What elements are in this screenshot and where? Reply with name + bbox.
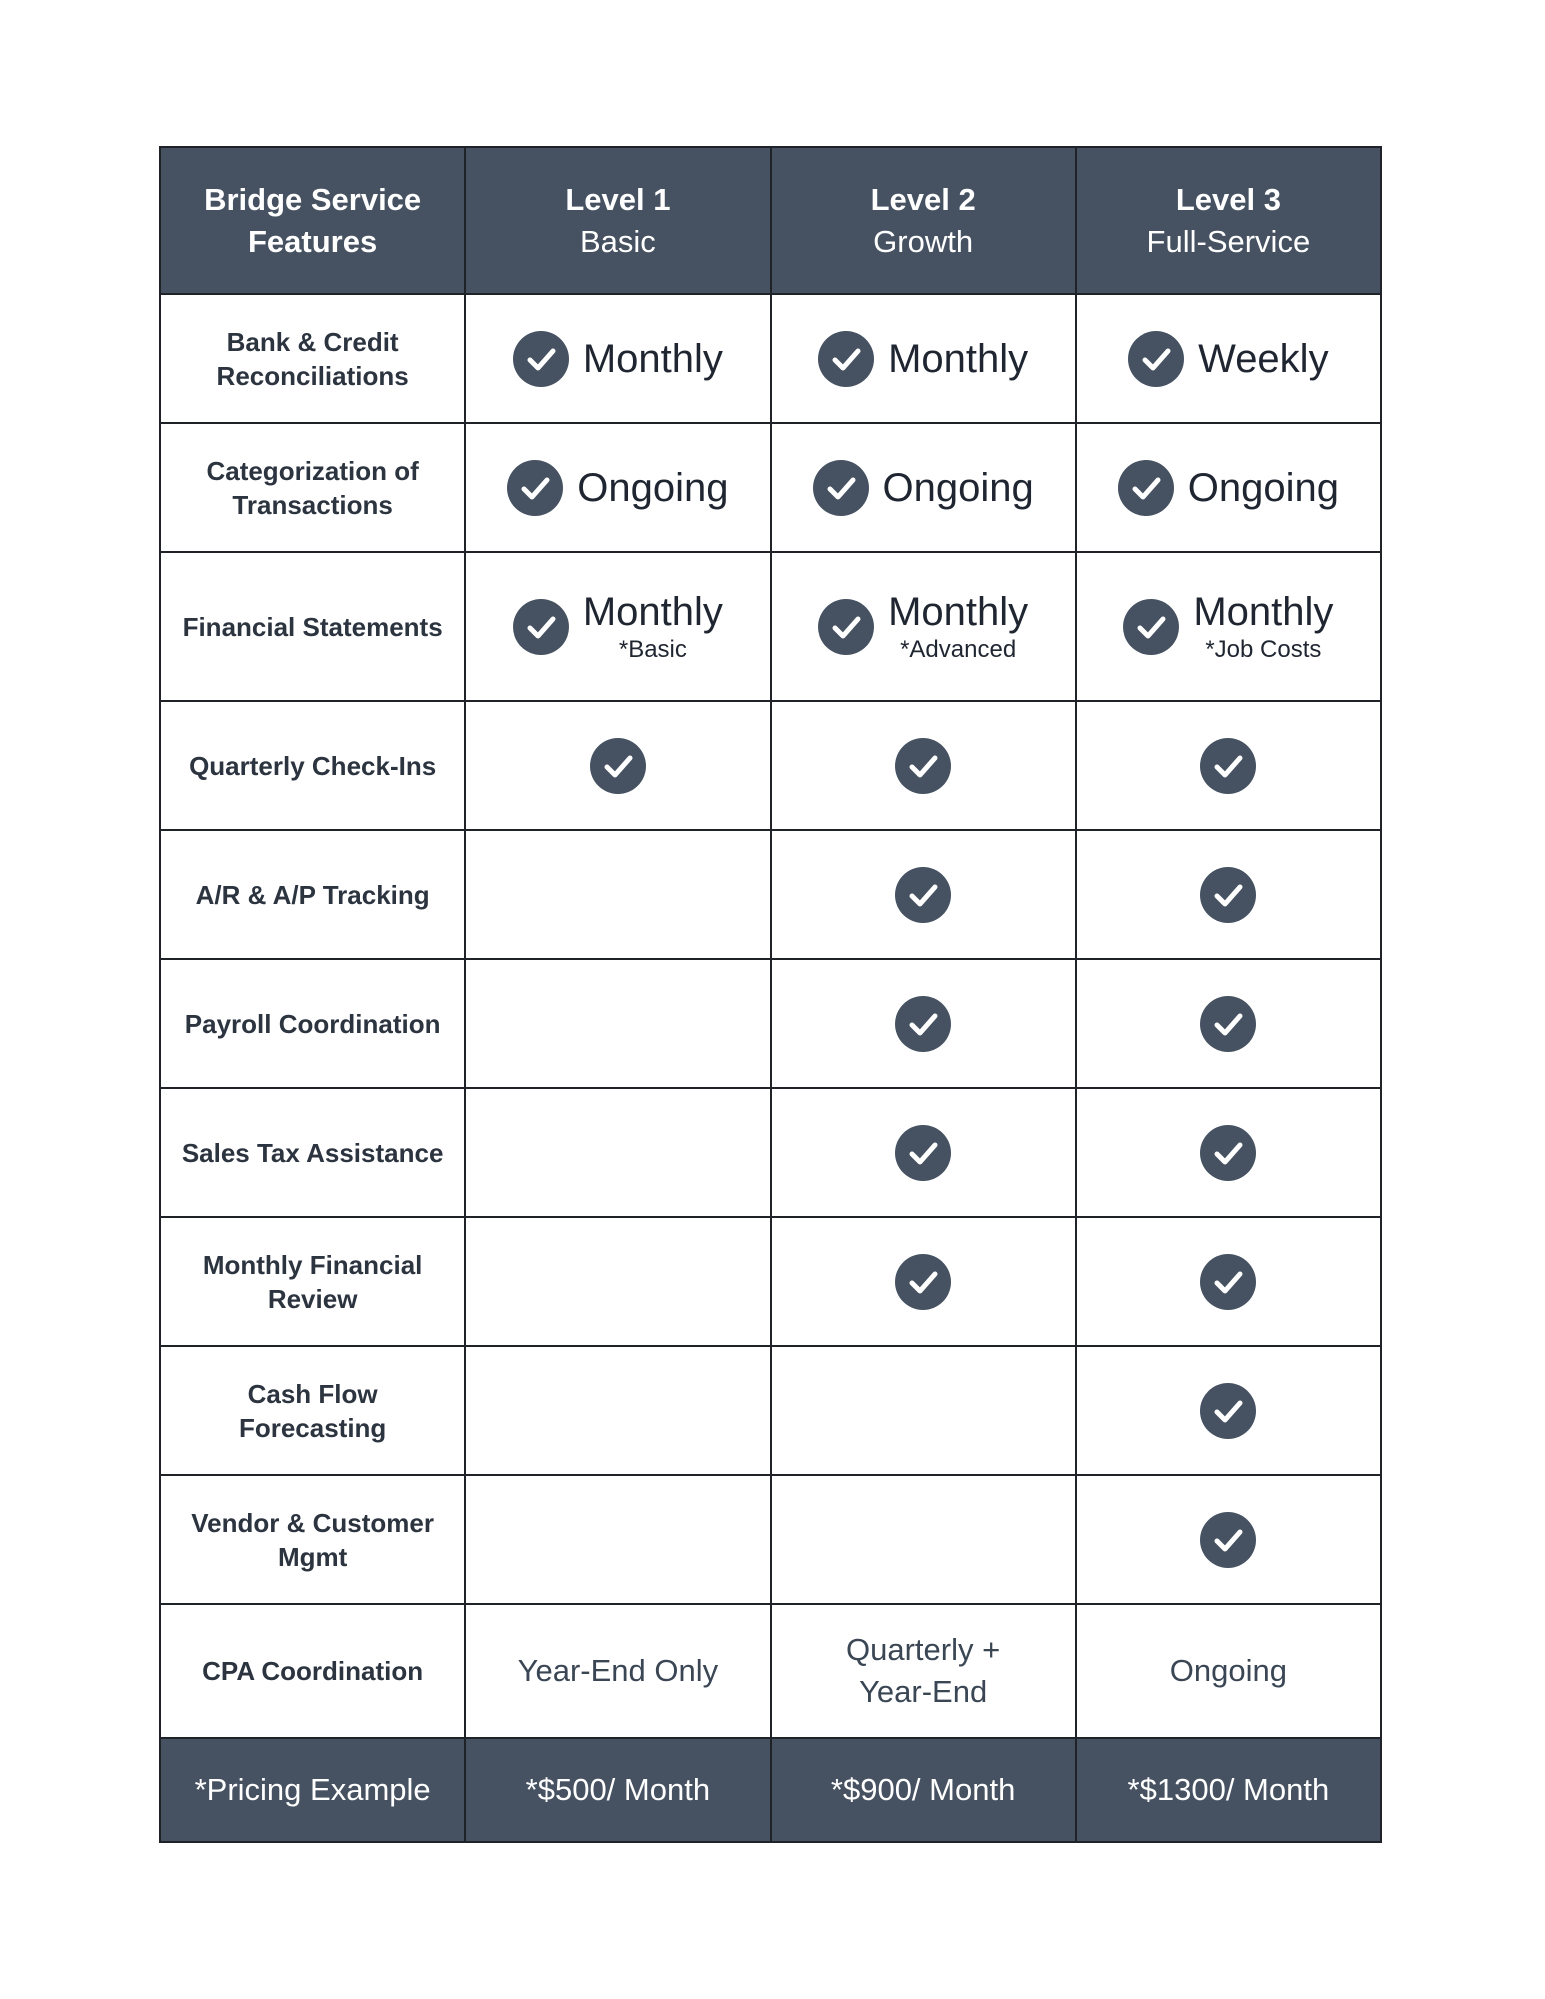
check-circle-icon	[513, 599, 569, 655]
cell-content	[895, 996, 951, 1052]
feature-row	[160, 1217, 1381, 1346]
feature-label: Bank & Credit Reconciliations	[216, 326, 409, 391]
feature-row	[160, 294, 1381, 423]
level-2-cell	[771, 1346, 1076, 1475]
header-feature-cell	[160, 147, 465, 294]
feature-label-cell	[160, 1604, 465, 1738]
level-2-cell	[771, 423, 1076, 552]
cpa-cell-level-2	[771, 1604, 1076, 1738]
feature-label: Categorization of Transactions	[206, 455, 419, 520]
frequency-block	[888, 336, 1029, 381]
cpa-value: Quarterly + Year-End	[846, 1632, 1001, 1709]
cell-content	[1200, 1512, 1256, 1568]
cell-content	[813, 460, 1034, 516]
frequency-text: Ongoing	[577, 465, 729, 510]
cell-content	[590, 738, 646, 794]
level-3-cell	[1076, 294, 1381, 423]
level-3-cell	[1076, 1088, 1381, 1217]
cell-content	[1118, 460, 1339, 516]
level-1-cell	[465, 552, 770, 701]
cpa-cell-level-1	[465, 1604, 770, 1738]
feature-label: Payroll Coordination	[184, 1008, 441, 1039]
frequency-note: *Advanced	[900, 635, 1017, 663]
feature-label-cell	[160, 294, 465, 423]
cell-content	[1200, 1125, 1256, 1181]
level-1-cell	[465, 959, 770, 1088]
check-circle-icon	[1118, 460, 1174, 516]
feature-label-cell	[160, 959, 465, 1088]
cell-content	[818, 589, 1029, 663]
feature-label: A/R & A/P Tracking	[195, 879, 430, 910]
feature-label: Cash Flow Forecasting	[238, 1378, 387, 1443]
level-1-cell	[465, 1217, 770, 1346]
check-circle-icon	[1200, 1254, 1256, 1310]
cell-content	[513, 331, 723, 387]
level-1-cell	[465, 1088, 770, 1217]
feature-label: Quarterly Check-Ins	[189, 750, 437, 781]
pricing-row	[160, 1738, 1381, 1842]
check-circle-icon	[1128, 331, 1184, 387]
check-circle-icon	[1200, 1383, 1256, 1439]
feature-row	[160, 1475, 1381, 1604]
frequency-block	[582, 336, 723, 381]
check-circle-icon	[590, 738, 646, 794]
feature-label-cell	[160, 1475, 465, 1604]
feature-row	[160, 701, 1381, 830]
level-3-cell	[1076, 1217, 1381, 1346]
cell-content	[895, 867, 951, 923]
cell-content	[895, 738, 951, 794]
header-level-3	[1076, 147, 1381, 294]
service-comparison-table	[159, 146, 1382, 1843]
feature-label: Financial Statements	[182, 611, 443, 642]
frequency-note: *Basic	[618, 635, 687, 663]
check-circle-icon	[895, 1125, 951, 1181]
feature-row	[160, 552, 1381, 701]
cell-content	[1200, 1254, 1256, 1310]
price-cell-level-3	[1076, 1738, 1381, 1842]
feature-label: CPA Coordination	[202, 1656, 424, 1686]
frequency-text: Ongoing	[882, 465, 1034, 510]
frequency-text: Ongoing	[1187, 465, 1339, 510]
level-3-cell	[1076, 1346, 1381, 1475]
feature-label-cell	[160, 552, 465, 701]
check-circle-icon	[813, 460, 869, 516]
level-2-cell	[771, 830, 1076, 959]
frequency-text: Weekly	[1198, 336, 1329, 381]
frequency-text: Monthly	[888, 589, 1029, 634]
feature-label-cell	[160, 1088, 465, 1217]
cell-content	[1200, 738, 1256, 794]
feature-row	[160, 959, 1381, 1088]
header-level-1	[465, 147, 770, 294]
level-title: Level 2	[870, 181, 976, 217]
header-row	[160, 147, 1381, 294]
check-circle-icon	[895, 1254, 951, 1310]
level-subtitle: Basic	[579, 223, 656, 259]
frequency-text: Monthly	[582, 336, 723, 381]
frequency-block	[882, 465, 1034, 510]
cell-content	[1123, 589, 1334, 663]
feature-label-cell	[160, 830, 465, 959]
level-3-cell	[1076, 423, 1381, 552]
price-value: *$900/ Month	[830, 1772, 1016, 1807]
cpa-value: Year-End Only	[517, 1653, 719, 1688]
pricing-label-cell	[160, 1738, 465, 1842]
level-2-cell	[771, 1217, 1076, 1346]
level-2-cell	[771, 552, 1076, 701]
frequency-block	[582, 589, 723, 663]
header-level-2	[771, 147, 1076, 294]
check-circle-icon	[818, 331, 874, 387]
check-circle-icon	[895, 738, 951, 794]
level-2-cell	[771, 1088, 1076, 1217]
frequency-block	[888, 589, 1029, 663]
cpa-cell-level-3	[1076, 1604, 1381, 1738]
cell-content	[1200, 996, 1256, 1052]
level-3-cell	[1076, 1475, 1381, 1604]
frequency-block	[1193, 589, 1334, 663]
check-circle-icon	[1200, 1512, 1256, 1568]
check-circle-icon	[513, 331, 569, 387]
level-2-cell	[771, 701, 1076, 830]
frequency-block	[577, 465, 729, 510]
cell-content	[1200, 1383, 1256, 1439]
price-value: *$1300/ Month	[1127, 1772, 1330, 1807]
pricing-label: *Pricing Example	[194, 1772, 431, 1807]
feature-label: Sales Tax Assistance	[181, 1137, 444, 1168]
cell-content	[818, 331, 1028, 387]
feature-row	[160, 1088, 1381, 1217]
cell-content	[1128, 331, 1328, 387]
level-title: Level 1	[565, 181, 671, 217]
frequency-text: Monthly	[888, 336, 1029, 381]
level-1-cell	[465, 1475, 770, 1604]
level-3-cell	[1076, 830, 1381, 959]
feature-row	[160, 423, 1381, 552]
level-3-cell	[1076, 959, 1381, 1088]
price-cell-level-1	[465, 1738, 770, 1842]
feature-label-cell	[160, 1217, 465, 1346]
frequency-block	[1198, 336, 1329, 381]
price-value: *$500/ Month	[525, 1772, 711, 1807]
cpa-row	[160, 1604, 1381, 1738]
level-2-cell	[771, 959, 1076, 1088]
feature-label: Vendor & Customer Mgmt	[191, 1507, 434, 1572]
frequency-note: *Job Costs	[1205, 635, 1322, 663]
check-circle-icon	[1200, 867, 1256, 923]
check-circle-icon	[507, 460, 563, 516]
feature-label-cell	[160, 1346, 465, 1475]
level-1-cell	[465, 423, 770, 552]
level-title: Level 3	[1175, 181, 1281, 217]
level-2-cell	[771, 1475, 1076, 1604]
cell-content	[895, 1254, 951, 1310]
level-1-cell	[465, 1346, 770, 1475]
check-circle-icon	[1200, 996, 1256, 1052]
frequency-block	[1187, 465, 1339, 510]
level-subtitle: Growth	[873, 223, 974, 259]
cell-content	[513, 589, 723, 663]
feature-label-cell	[160, 423, 465, 552]
check-circle-icon	[818, 599, 874, 655]
check-circle-icon	[895, 996, 951, 1052]
level-3-cell	[1076, 552, 1381, 701]
frequency-text: Monthly	[582, 589, 723, 634]
header-feature-label: Bridge Service Features	[204, 181, 422, 259]
feature-rows	[160, 294, 1381, 1604]
check-circle-icon	[895, 867, 951, 923]
service-comparison-table-wrapper	[159, 146, 1382, 1839]
price-cell-level-2	[771, 1738, 1076, 1842]
cpa-value: Ongoing	[1169, 1653, 1287, 1688]
level-1-cell	[465, 830, 770, 959]
level-3-cell	[1076, 701, 1381, 830]
frequency-text: Monthly	[1193, 589, 1334, 634]
level-2-cell	[771, 294, 1076, 423]
feature-label: Monthly Financial Review	[202, 1249, 423, 1314]
cell-content	[1200, 867, 1256, 923]
level-subtitle: Full-Service	[1146, 223, 1311, 259]
level-1-cell	[465, 294, 770, 423]
check-circle-icon	[1200, 1125, 1256, 1181]
feature-row	[160, 1346, 1381, 1475]
level-1-cell	[465, 701, 770, 830]
cell-content	[507, 460, 728, 516]
check-circle-icon	[1123, 599, 1179, 655]
cell-content	[895, 1125, 951, 1181]
check-circle-icon	[1200, 738, 1256, 794]
feature-row	[160, 830, 1381, 959]
feature-label-cell	[160, 701, 465, 830]
